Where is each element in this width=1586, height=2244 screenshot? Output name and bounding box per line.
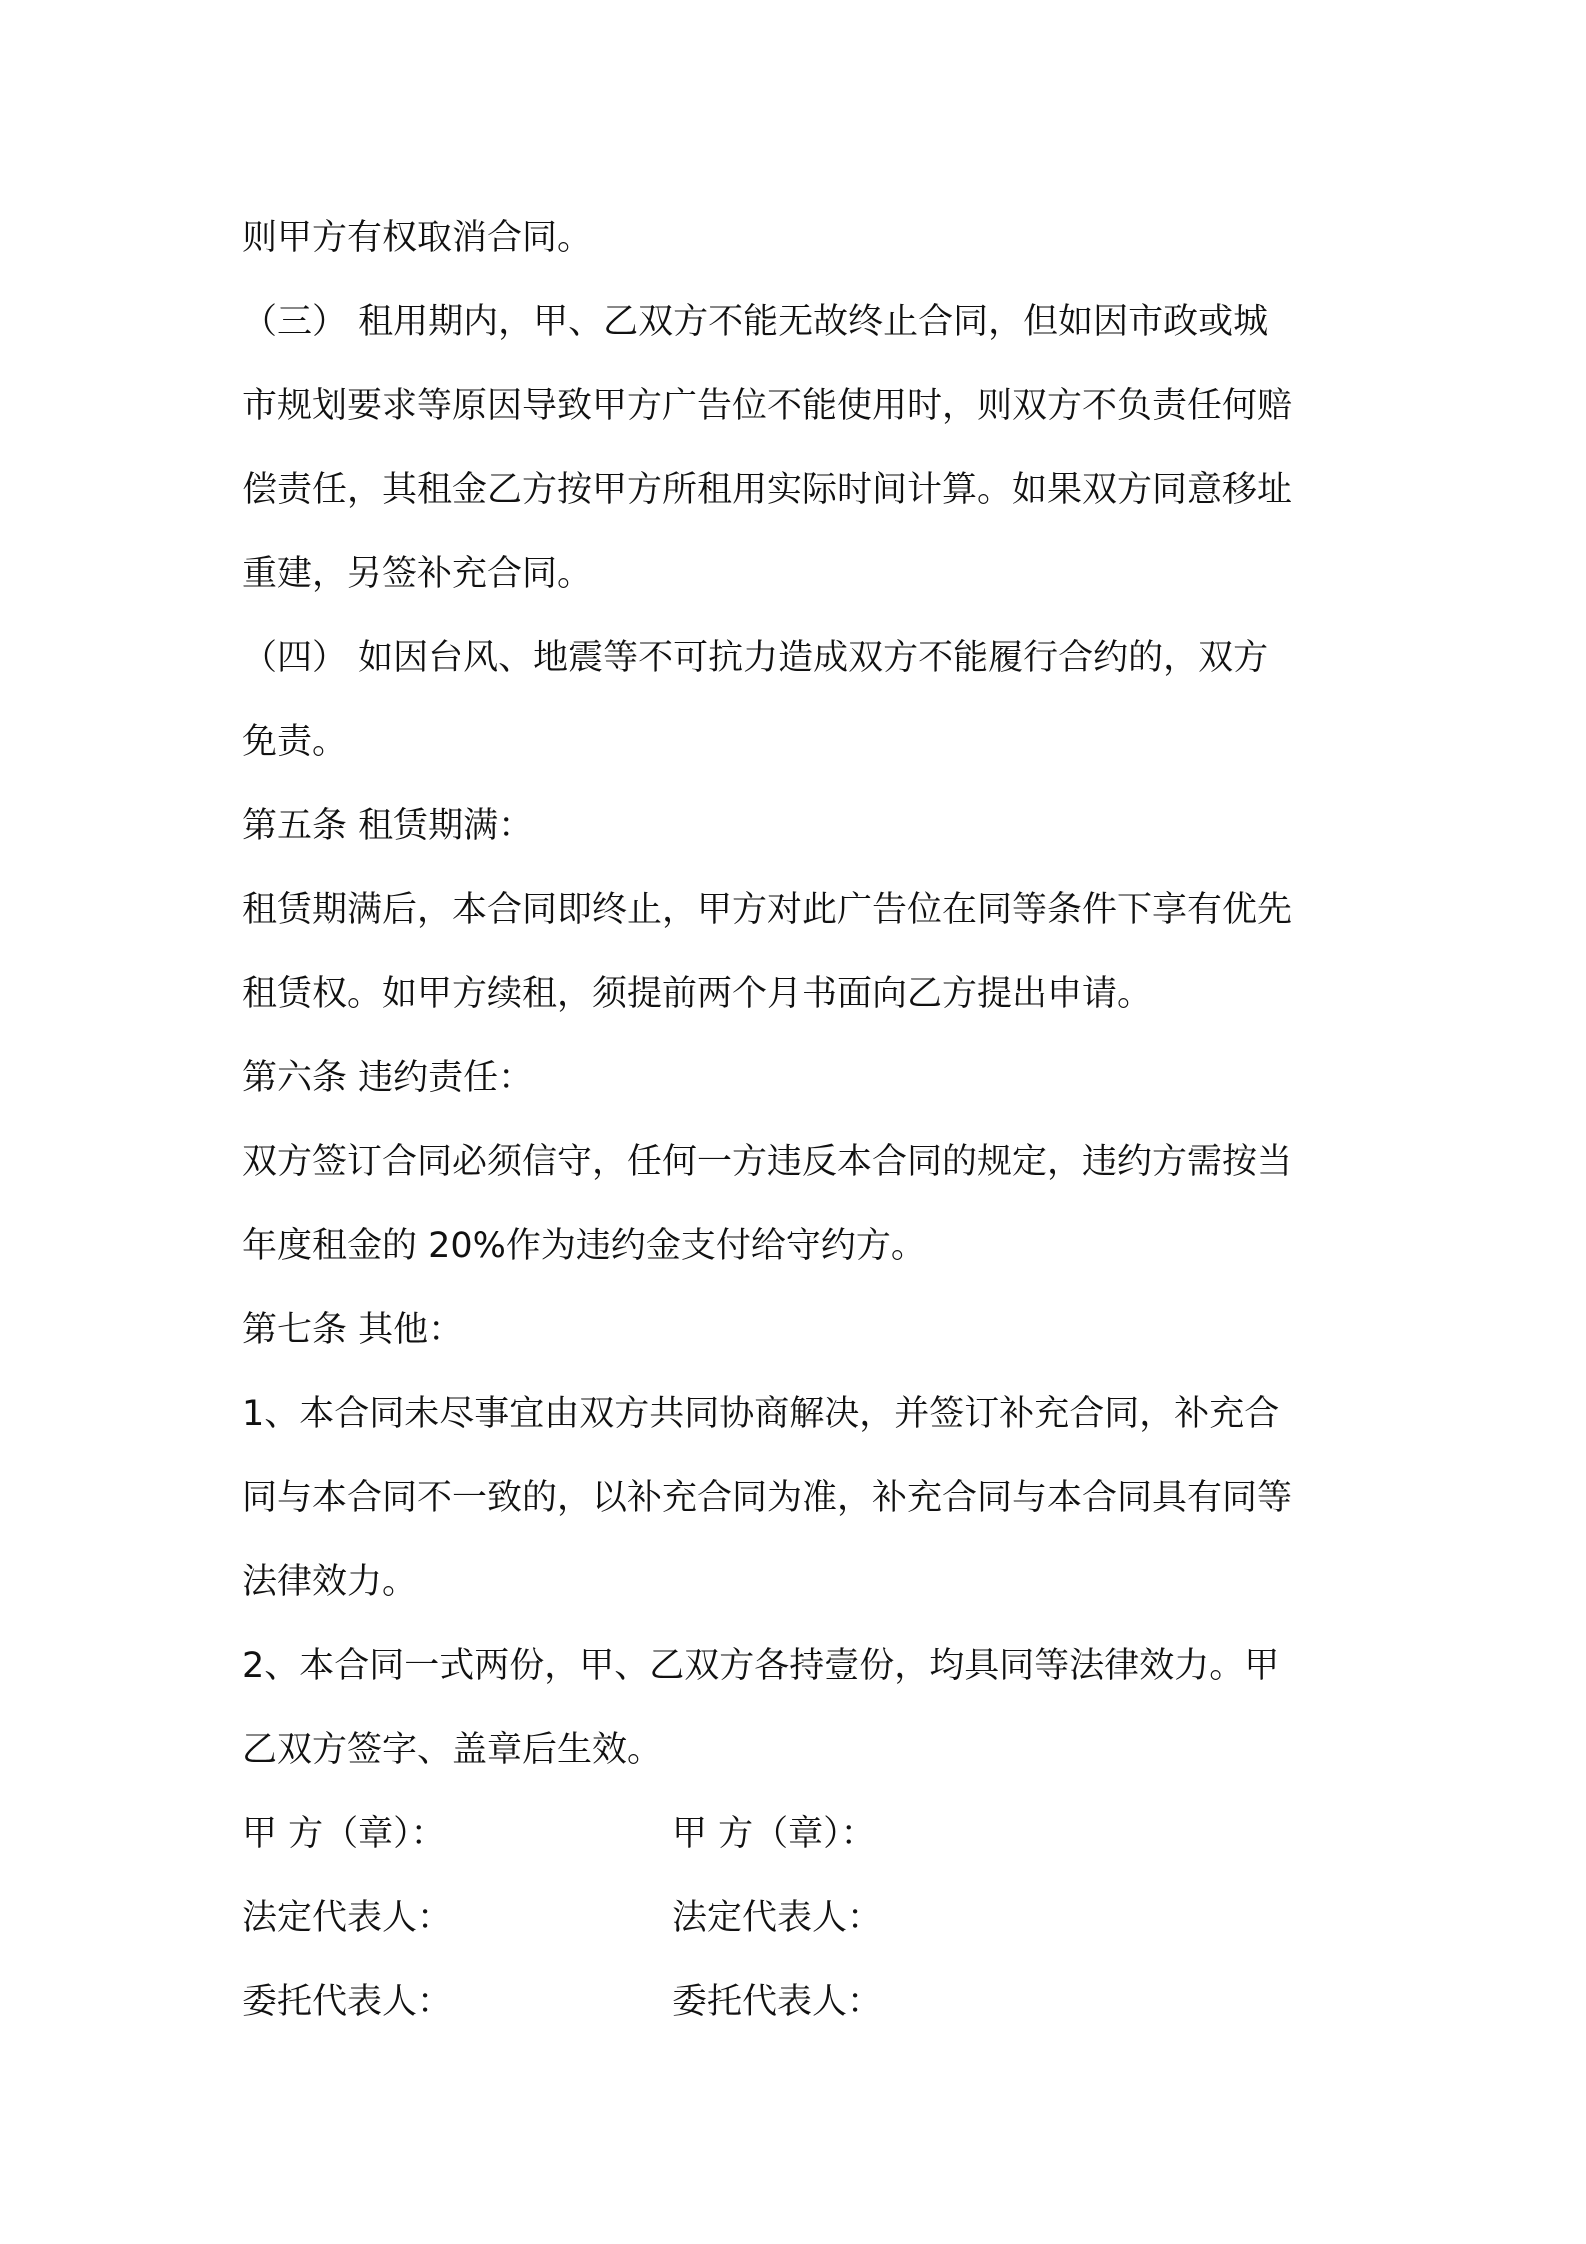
signature-label-right: 法定代表人： [672,1898,883,1938]
text-line: 乙双方签字、盖章后生效。 [242,1730,663,1770]
section-heading: 第六条 违约责任： [242,1058,534,1098]
signature-label-right: 委托代表人： [672,1982,883,2022]
text-line: （三） 租用期内，甲、乙双方不能无故终止合同，但如因市政或城 [242,302,1269,342]
text-line: 1、本合同未尽事宜由双方共同协商解决，并签订补充合同，补充合 [242,1394,1280,1434]
signature-label-left: 法定代表人： [242,1898,453,1938]
signature-label-right: 甲 方（章）： [672,1814,876,1854]
text-line: 则甲方有权取消合同。 [242,218,593,258]
signature-row [242,1960,1362,2044]
signature-label-left: 甲 方（章）： [242,1814,446,1854]
text-line: 重建，另签补充合同。 [242,554,593,594]
text-line: 市规划要求等原因导致甲方广告位不能使用时，则双方不负责任何赔 [242,386,1293,426]
text-line: 双方签订合同必须信守，任何一方违反本合同的规定，违约方需按当 [242,1142,1293,1182]
signature-row [242,1876,1362,1960]
signature-row [242,1792,1362,1876]
text-line: （四） 如因台风、地震等不可抗力造成双方不能履行合约的，双方 [242,638,1269,678]
section-heading: 第五条 租赁期满： [242,806,534,846]
text-line: 偿责任，其租金乙方按甲方所租用实际时间计算。如果双方同意移址 [242,470,1293,510]
text-line: 租赁权。如甲方续租，须提前两个月书面向乙方提出申请。 [242,974,1153,1014]
text-line: 同与本合同不一致的，以补充合同为准，补充合同与本合同具有同等 [242,1478,1293,1518]
signature-label-left: 委托代表人： [242,1982,453,2022]
text-line: 免责。 [242,722,348,762]
section-heading: 第七条 其他： [242,1310,464,1350]
text-line: 租赁期满后，本合同即终止，甲方对此广告位在同等条件下享有优先 [242,890,1293,930]
document-body [242,196,1362,2044]
text-line: 年度租金的 20%作为违约金支付给守约方。 [242,1226,926,1266]
text-line: 法律效力。 [242,1562,418,1602]
text-line: 2、本合同一式两份，甲、乙双方各持壹份，均具同等法律效力。甲 [242,1646,1280,1686]
